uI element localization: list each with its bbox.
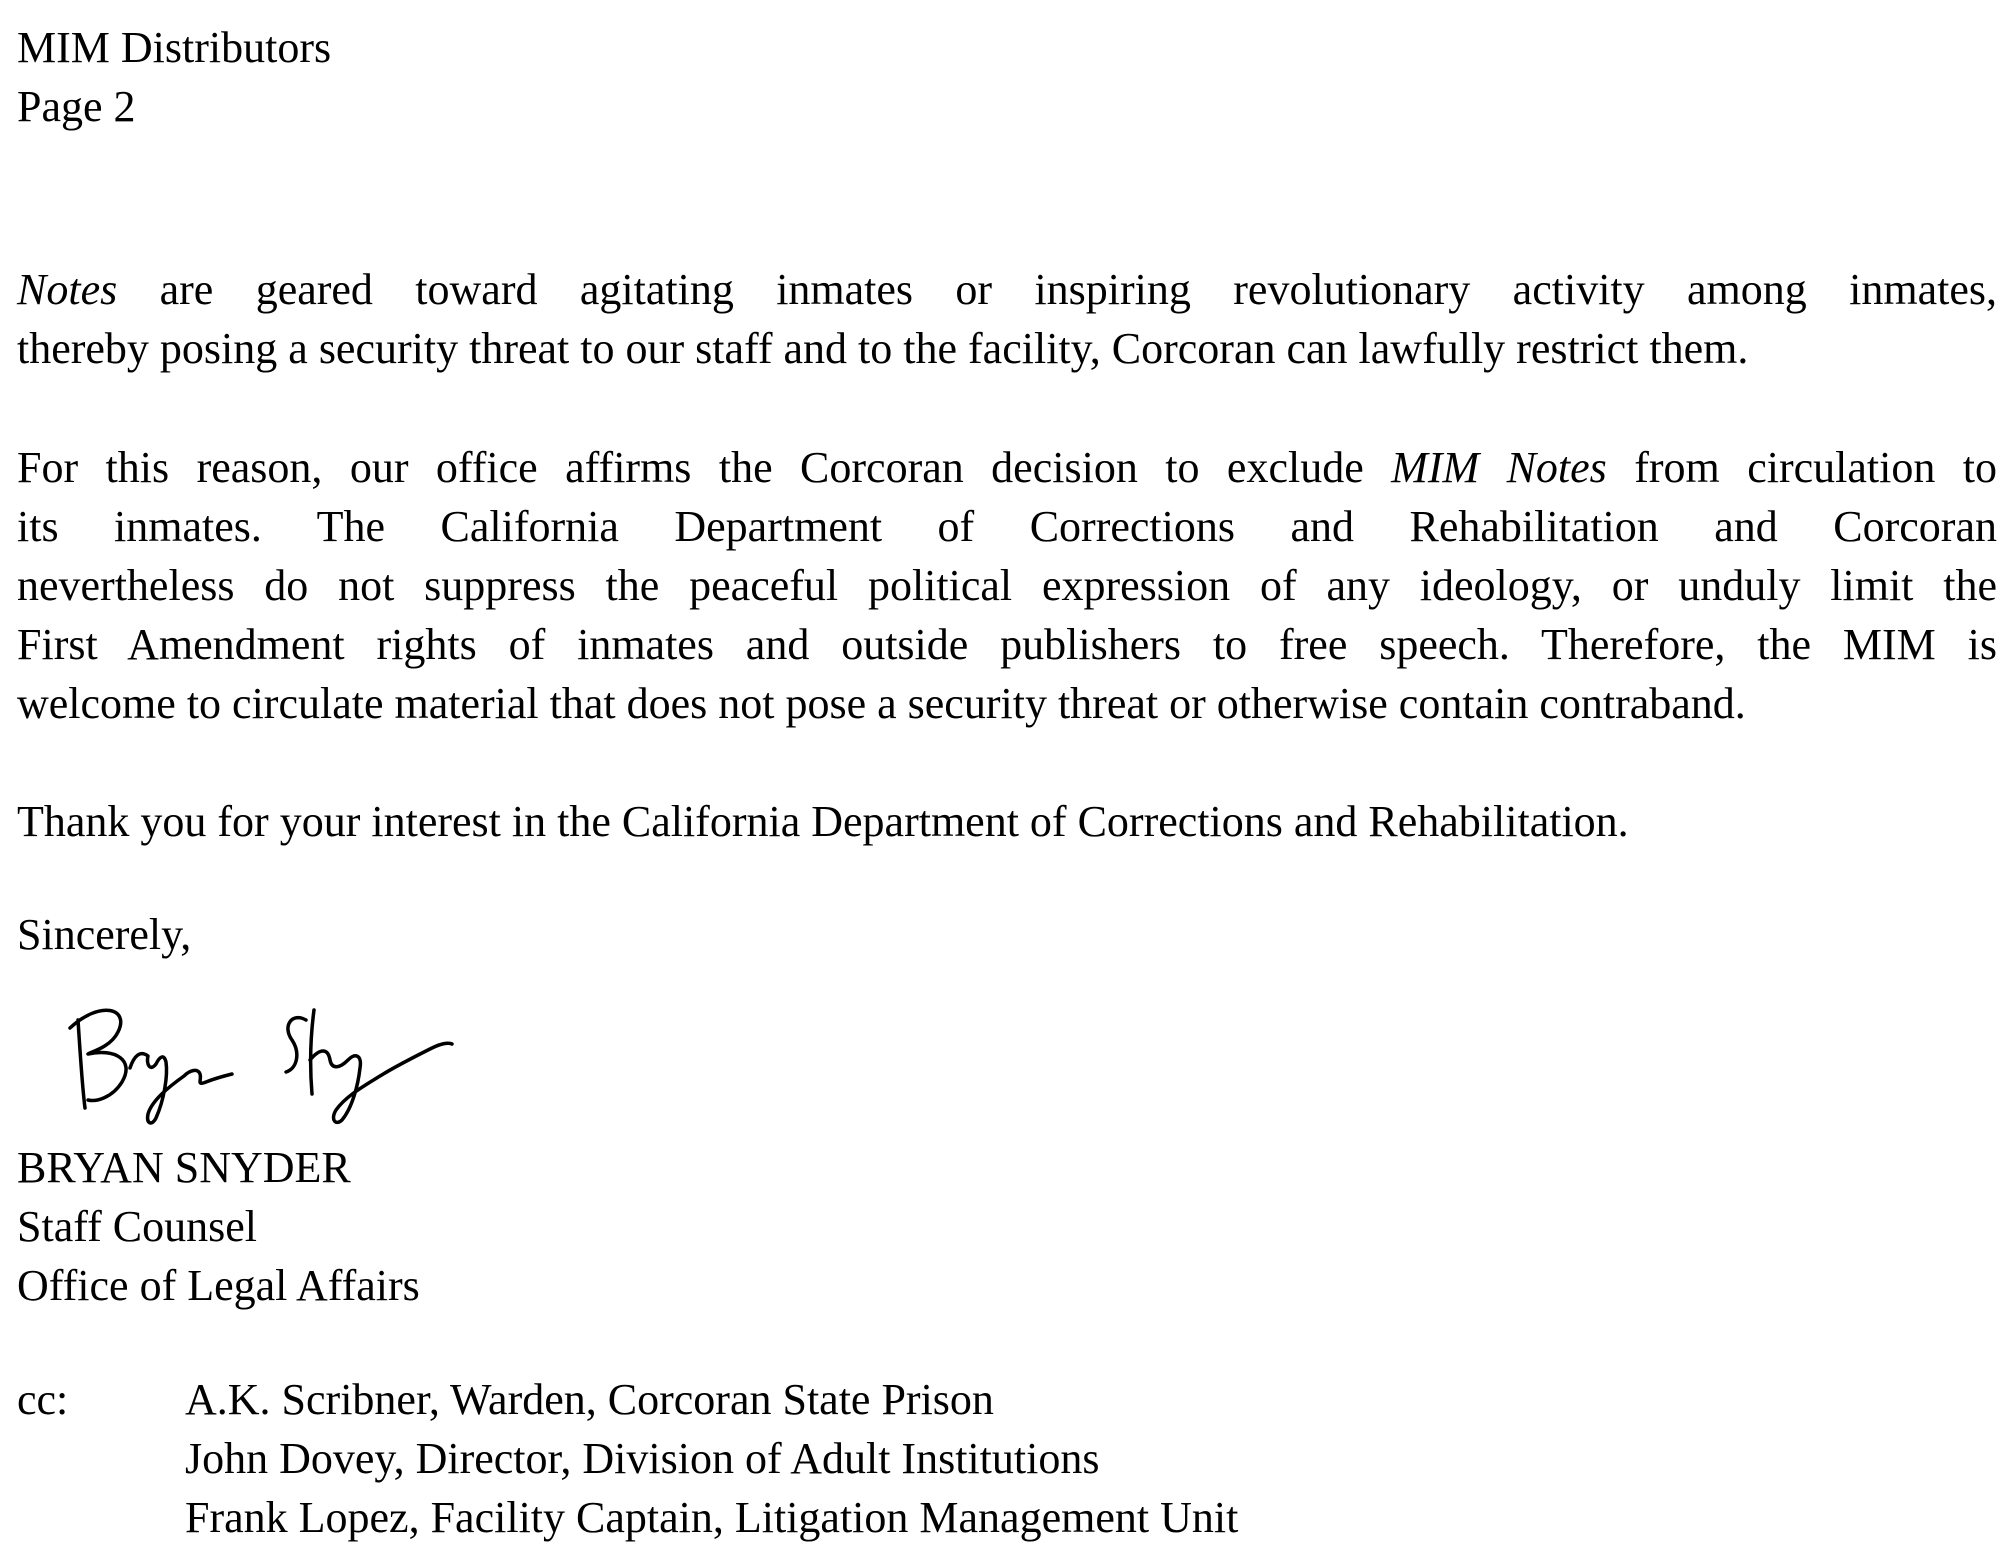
- cc-recipient: John Dovey, Director, Division of Adult Institutions: [185, 1434, 1100, 1483]
- paragraph2-line1-pre: For this reason, our office affirms the Corcoran decision to exclude: [17, 443, 1392, 492]
- signer-title: Staff Counsel: [17, 1202, 257, 1251]
- page-number: Page 2: [17, 82, 136, 131]
- closing-salutation: Sincerely,: [17, 910, 192, 959]
- paragraph2-line3: nevertheless do not suppress the peaceful political expression of any ideology, or unduly limit the: [17, 561, 1997, 610]
- paragraph2-line5: welcome to circulate material that does not pose a security threat or otherwise contain contraband.: [17, 679, 1746, 728]
- paragraph2-line1-post: from circulation to: [1606, 443, 1997, 492]
- paragraph2-line1: [17, 438, 1997, 497]
- paragraph1-line1-text: are geared toward agitating inmates or inspiring revolutionary activity among inmates,: [117, 265, 1997, 314]
- paragraph2-line4: First Amendment rights of inmates and outside publishers to free speech. Therefore, the MIM is: [17, 620, 1997, 669]
- paragraph1-line1: [17, 260, 1997, 319]
- cc-label: cc:: [17, 1375, 69, 1424]
- handwritten-signature: [60, 990, 460, 1140]
- signer-name: BRYAN SNYDER: [17, 1143, 351, 1192]
- cc-recipients: [185, 1370, 1238, 1547]
- paragraph-security-threat: [17, 260, 1997, 378]
- paragraph2-line2: its inmates. The California Department of Corrections and Rehabilitation and Corcoran: [17, 502, 1997, 551]
- letter-header: [17, 18, 331, 136]
- publication-title-italic: MIM Notes: [1391, 443, 1607, 492]
- signer-office: Office of Legal Affairs: [17, 1261, 420, 1310]
- paragraph-decision: [17, 438, 1997, 733]
- cc-recipient: A.K. Scribner, Warden, Corcoran State Prison: [185, 1375, 994, 1424]
- cc-recipient: Frank Lopez, Facility Captain, Litigation Management Unit: [185, 1493, 1239, 1542]
- publication-title-italic: Notes: [17, 265, 118, 314]
- signature-block: [17, 1138, 420, 1315]
- recipient-name: MIM Distributors: [17, 23, 332, 72]
- thank-you-line: Thank you for your interest in the California Department of Corrections and Rehabilitation.: [17, 797, 1629, 846]
- paragraph1-line2: thereby posing a security threat to our staff and to the facility, Corcoran can lawfully restrict them.: [17, 324, 1749, 373]
